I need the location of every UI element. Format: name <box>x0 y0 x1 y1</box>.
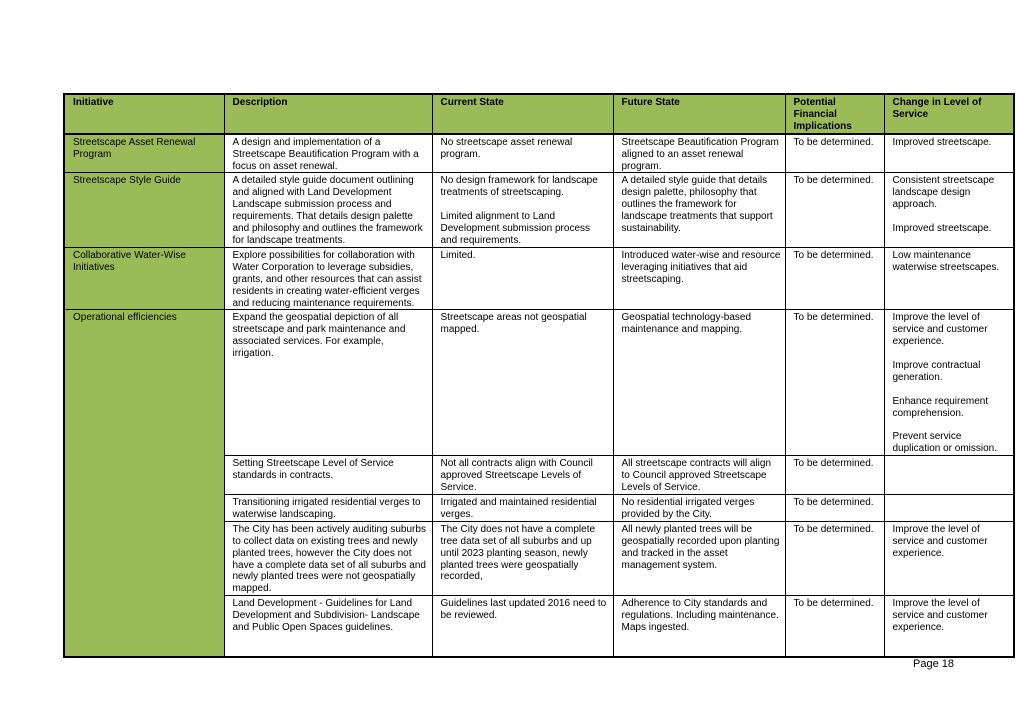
change-cell: Improve the level of service and customer experience. <box>884 596 1014 657</box>
financial-cell: To be determined. <box>785 310 884 456</box>
current-state-cell: Not all contracts align with Council approved Streetscape Levels of Service. <box>432 456 613 495</box>
table-header-row <box>64 94 1014 134</box>
future-state-cell: All newly planted trees will be geospatially recorded upon planting and tracked in the asset management system. <box>613 521 785 595</box>
current-state-cell: No design framework for landscape treatments of streetscaping. Limited alignment to Land Development submission process and requirements. <box>432 173 613 247</box>
change-cell <box>884 456 1014 495</box>
header-change-level-of-service: Change in Level of Service <box>884 94 1014 134</box>
initiative-cell: Streetscape Asset Renewal Program <box>64 134 224 173</box>
future-state-cell: Introduced water-wise and resource leveraging initiatives that aid streetscaping. <box>613 247 785 310</box>
description-cell: Transitioning irrigated residential verges to waterwise landscaping. <box>224 495 432 522</box>
future-state-cell: All streetscape contracts will align to Council approved Streetscape Levels of Service. <box>613 456 785 495</box>
current-state-cell: The City does not have a complete tree data set of all suburbs and up until 2023 planting season, newly planted trees were geospatially recorded, <box>432 521 613 595</box>
header-future-state: Future State <box>613 94 785 134</box>
future-state-cell: A detailed style guide that details design palette, philosophy that outlines the framework for landscape treatments that support sustainability. <box>613 173 785 247</box>
table-row <box>64 310 1014 456</box>
description-cell: Land Development - Guidelines for Land Development and Subdivision- Landscape and Public Open Spaces guidelines. <box>224 596 432 657</box>
financial-cell: To be determined. <box>785 134 884 173</box>
description-cell: A detailed style guide document outlining and aligned with Land Development Landscape submission process and requirements. That details design palette and philosophy and outlines the framework for landscape treatments. <box>224 173 432 247</box>
initiatives-table <box>63 93 1015 658</box>
table-row <box>64 173 1014 247</box>
description-cell: Setting Streetscape Level of Service standards in contracts. <box>224 456 432 495</box>
current-state-cell: Limited. <box>432 247 613 310</box>
description-cell: The City has been actively auditing suburbs to collect data on existing trees and newly planted trees, however the City does not have a complete data set of all suburbs and newly planted trees were not geospatially mapped. <box>224 521 432 595</box>
description-cell: Expand the geospatial depiction of all streetscape and park maintenance and associated services. For example, irrigation. <box>224 310 432 456</box>
future-state-cell: No residential irrigated verges provided by the City. <box>613 495 785 522</box>
future-state-cell: Streetscape Beautification Program aligned to an asset renewal program. <box>613 134 785 173</box>
financial-cell: To be determined. <box>785 456 884 495</box>
description-cell: Explore possibilities for collaboration with Water Corporation to leverage subsidies, grants, and other resources that can assist residents in creating water-efficient verges and reducing maintenance requirements. <box>224 247 432 310</box>
current-state-cell: Streetscape areas not geospatial mapped. <box>432 310 613 456</box>
change-cell: Improve the level of service and customer experience. Improve contractual generation. Enhance requirement comprehension. Prevent service duplication or omission. <box>884 310 1014 456</box>
financial-cell: To be determined. <box>785 521 884 595</box>
change-cell: Consistent streetscape landscape design approach. Improved streetscape. <box>884 173 1014 247</box>
change-cell: Low maintenance waterwise streetscapes. <box>884 247 1014 310</box>
change-cell <box>884 495 1014 522</box>
description-cell: A design and implementation of a Streetscape Beautification Program with a focus on asset renewal. <box>224 134 432 173</box>
future-state-cell: Adherence to City standards and regulations. Including maintenance. Maps ingested. <box>613 596 785 657</box>
financial-cell: To be determined. <box>785 247 884 310</box>
financial-cell: To be determined. <box>785 173 884 247</box>
initiative-cell: Streetscape Style Guide <box>64 173 224 247</box>
financial-cell: To be determined. <box>785 596 884 657</box>
change-cell: Improve the level of service and customer experience. <box>884 521 1014 595</box>
header-current-state: Current State <box>432 94 613 134</box>
current-state-cell: No streetscape asset renewal program. <box>432 134 613 173</box>
future-state-cell: Geospatial technology-based maintenance and mapping. <box>613 310 785 456</box>
table-row <box>64 134 1014 173</box>
initiative-cell: Collaborative Water-Wise Initiatives <box>64 247 224 310</box>
initiative-cell: Operational efficiencies <box>64 310 224 657</box>
current-state-cell: Irrigated and maintained residential verges. <box>432 495 613 522</box>
header-description: Description <box>224 94 432 134</box>
header-initiative: Initiative <box>64 94 224 134</box>
change-cell: Improved streetscape. <box>884 134 1014 173</box>
financial-cell: To be determined. <box>785 495 884 522</box>
page-number: Page 18 <box>913 658 954 670</box>
header-financial-implications: Potential Financial Implications <box>785 94 884 134</box>
table-row <box>64 247 1014 310</box>
current-state-cell: Guidelines last updated 2016 need to be reviewed. <box>432 596 613 657</box>
